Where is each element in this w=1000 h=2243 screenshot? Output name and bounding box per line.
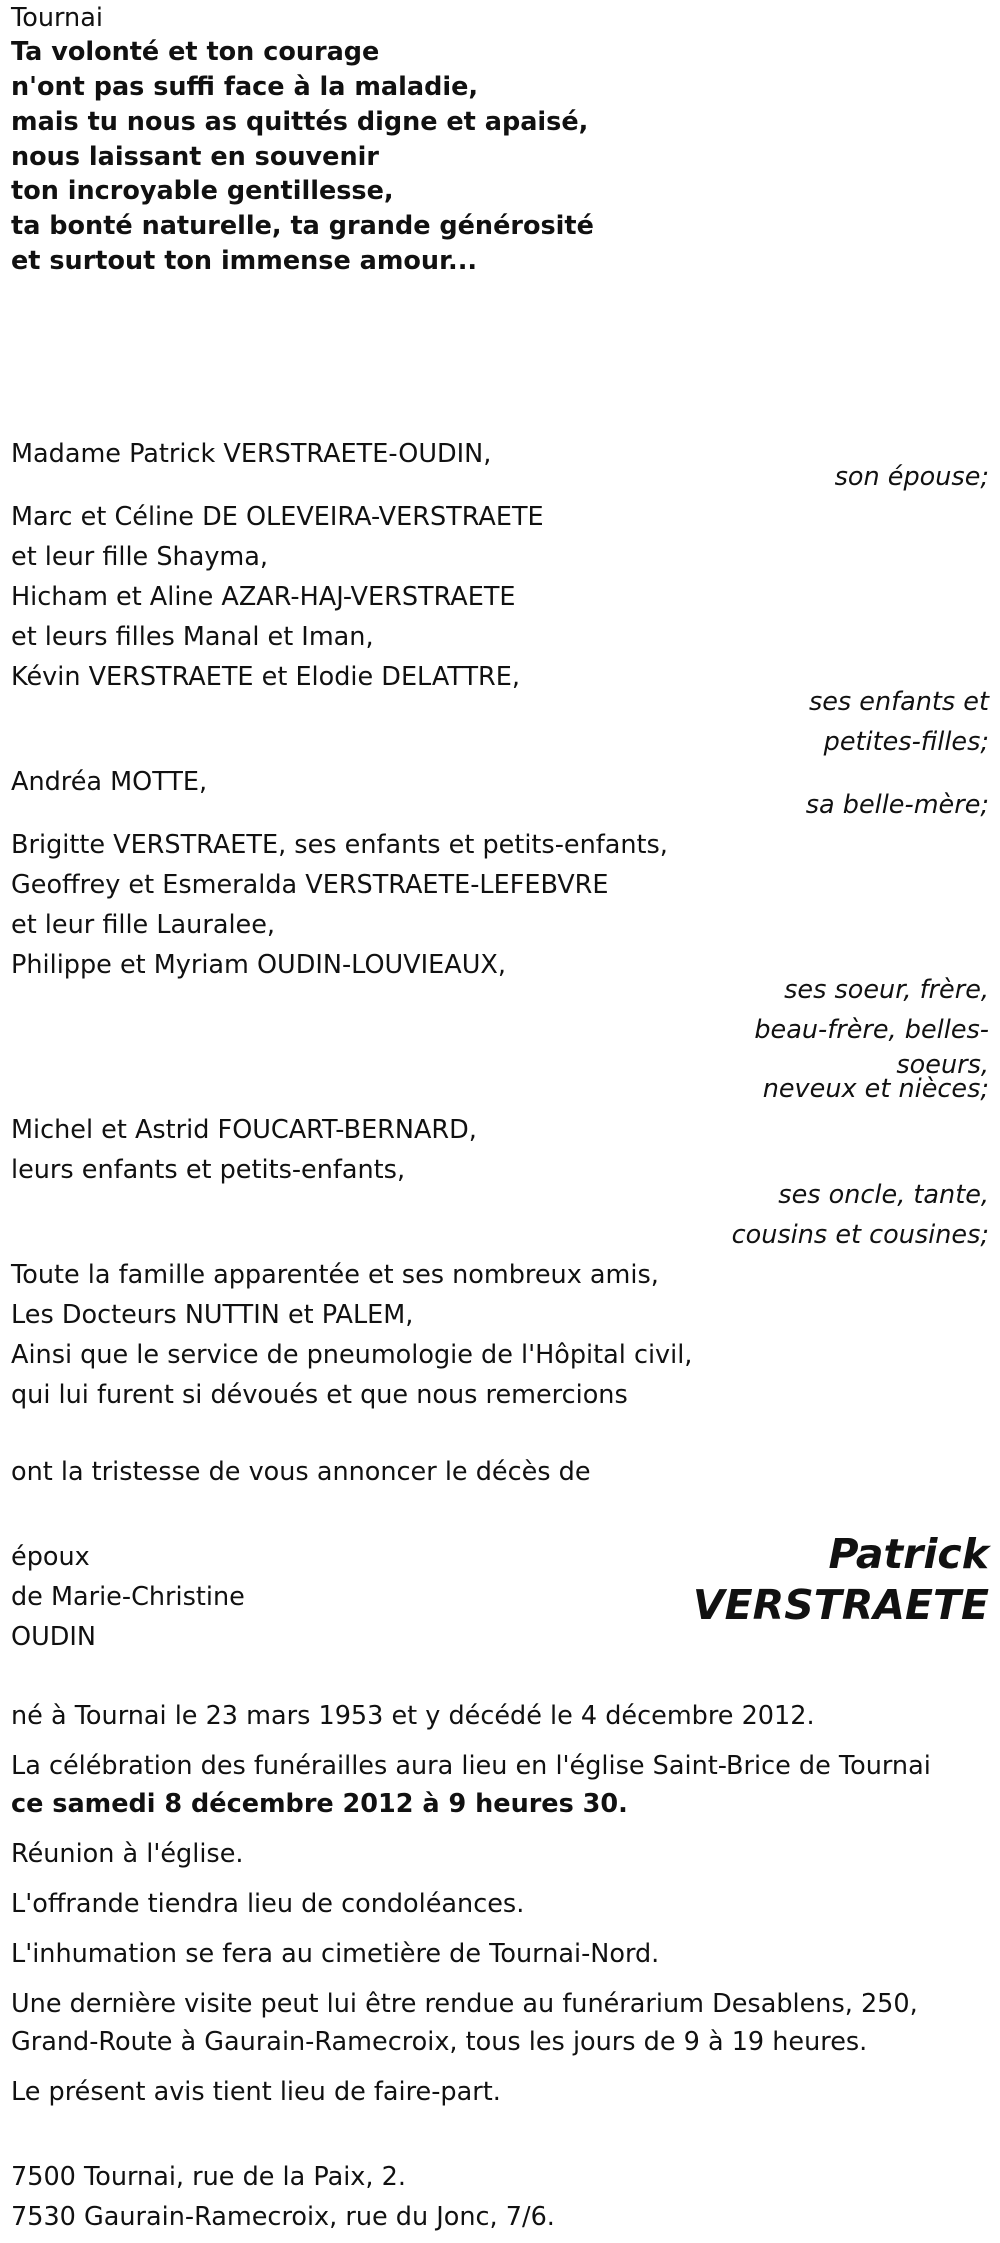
others-line: qui lui furent si dévoués et que nous remercions — [11, 1380, 628, 1410]
birth-death: né à Tournai le 23 mars 1953 et y décédé le 4 décembre 2012. — [11, 1701, 815, 1731]
poem-line: mais tu nous as quittés digne et apaisé, — [11, 107, 589, 137]
others-line: Toute la famille apparentée et ses nombreux amis, — [11, 1260, 659, 1290]
spouse-of-line: de Marie-Christine — [11, 1582, 245, 1612]
meeting: Réunion à l'église. — [11, 1839, 244, 1869]
offering: L'offrande tiendra lieu de condoléances. — [11, 1889, 525, 1919]
siblings-relation: ses soeur, frère, — [784, 975, 989, 1005]
child-line: Kévin VERSTRAETE et Elodie DELATTRE, — [11, 662, 520, 692]
spouse-of-line: OUDIN — [11, 1622, 96, 1652]
notice: Le présent avis tient lieu de faire-part. — [11, 2077, 501, 2107]
address-line: 7530 Gaurain-Ramecroix, rue du Jonc, 7/6. — [11, 2202, 555, 2232]
ceremony-date: ce samedi 8 décembre 2012 à 9 heures 30. — [11, 1789, 628, 1819]
poem-line: et surtout ton immense amour... — [11, 246, 478, 276]
poem-line: Ta volonté et ton courage — [11, 37, 380, 67]
children-relation: ses enfants et — [808, 687, 989, 717]
address-line: 7500 Tournai, rue de la Paix, 2. — [11, 2162, 406, 2192]
others-line: Ainsi que le service de pneumologie de l'Hôpital civil, — [11, 1340, 693, 1370]
visit-line: Une dernière visite peut lui être rendue au funérarium Desablens, 250, — [11, 1989, 918, 2019]
uncle-line: Michel et Astrid FOUCART-BERNARD, — [11, 1115, 477, 1145]
sibling-line: Philippe et Myriam OUDIN-LOUVIEAUX, — [11, 950, 506, 980]
burial: L'inhumation se fera au cimetière de Tournai-Nord. — [11, 1939, 660, 1969]
poem-line: ta bonté naturelle, ta grande générosité — [11, 211, 594, 241]
child-line: Marc et Céline DE OLEVEIRA-VERSTRAETE — [11, 502, 544, 532]
uncles-relation: cousins et cousines; — [731, 1220, 989, 1250]
deceased-last-name: VERSTRAETE — [692, 1581, 989, 1629]
uncle-line: leurs enfants et petits-enfants, — [11, 1155, 406, 1185]
child-line: et leur fille Shayma, — [11, 542, 268, 572]
children-relation: petites-filles; — [823, 727, 989, 757]
sibling-line: et leur fille Lauralee, — [11, 910, 276, 940]
sibling-line: Brigitte VERSTRAETE, ses enfants et petits-enfants, — [11, 830, 668, 860]
siblings-relation: neveux et nièces; — [762, 1074, 989, 1104]
poem-line: ton incroyable gentillesse, — [11, 176, 394, 206]
ceremony: La célébration des funérailles aura lieu en l'église Saint-Brice de Tournai — [11, 1751, 931, 1781]
visit-line: Grand-Route à Gaurain-Ramecroix, tous les jours de 9 à 19 heures. — [11, 2027, 868, 2057]
others-line: Les Docteurs NUTTIN et PALEM, — [11, 1300, 414, 1330]
poem-line: n'ont pas suffi face à la maladie, — [11, 72, 479, 102]
mother-in-law-relation: sa belle-mère; — [805, 790, 989, 820]
header-city: Tournai — [11, 3, 103, 33]
siblings-relation: beau-frère, belles- — [754, 1015, 989, 1045]
uncles-relation: ses oncle, tante, — [778, 1180, 989, 1210]
sibling-line: Geoffrey et Esmeralda VERSTRAETE-LEFEBVRE — [11, 870, 609, 900]
spouse-relation: son épouse; — [834, 462, 989, 492]
child-line: et leurs filles Manal et Iman, — [11, 622, 374, 652]
child-line: Hicham et Aline AZAR-HAJ-VERSTRAETE — [11, 582, 516, 612]
announcement: ont la tristesse de vous annoncer le décès de — [11, 1457, 591, 1487]
spouse-of-line: époux — [11, 1542, 90, 1572]
poem-line: nous laissant en souvenir — [11, 142, 379, 172]
deceased-first-name: Patrick — [828, 1530, 989, 1578]
siblings-relation: soeurs, — [896, 1050, 989, 1080]
spouse-name: Madame Patrick VERSTRAETE-OUDIN, — [11, 439, 492, 469]
mother-in-law-name: Andréa MOTTE, — [11, 767, 208, 797]
